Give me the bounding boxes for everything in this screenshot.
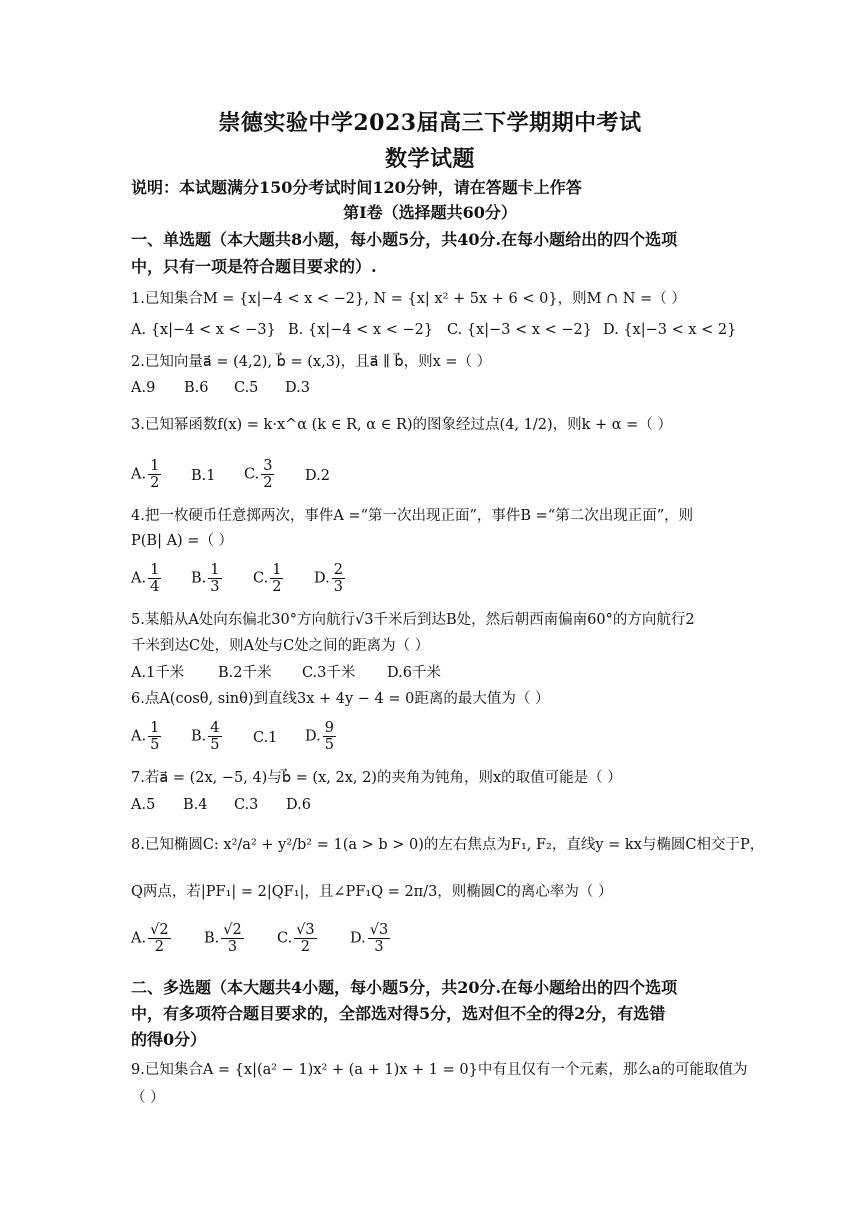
q6-d-den: 5 — [324, 737, 334, 753]
q8-b-den: 3 — [227, 939, 238, 955]
q3-c-num: 3 — [263, 458, 273, 474]
q3-option-d: D.2 — [305, 468, 330, 484]
section2-heading-line3: 的得0分） — [131, 1030, 207, 1049]
q4-b-den: 3 — [210, 579, 220, 595]
q4-option-a — [131, 562, 161, 595]
exam-subtitle: 数学试题 — [384, 146, 475, 172]
q3-stem: 3.已知幂函数f(x) = k·x^α (k ∈ R, α ∈ R)的图象经过点(4, 1/2)，则k + α =（ ） — [131, 417, 672, 433]
q9-stem-line1: 9.已知集合A = {x|(a² − 1)x² + (a + 1)x + 1 = 0}中有且仅有一个元素，那么a的可能取值为 — [131, 1062, 748, 1078]
q3-option-a-fraction — [148, 458, 161, 491]
q8-d-num: √3 — [369, 922, 389, 938]
q8-option-a-label: A. — [131, 930, 147, 947]
q6-option-b — [191, 720, 222, 753]
q8-stem-line2: Q两点，若|PF₁| = 2|QF₁|，且∠PF₁Q = 2π/3，则椭圆C的离心率为（ ） — [131, 884, 613, 900]
q4-a-num: 1 — [150, 562, 160, 578]
q3-option-c-fraction — [261, 458, 274, 491]
q1-stem: 1.已知集合M = {x|−4 < x < −2}, N = {x| x² + 5x + 6 < 0}，则M ∩ N =（ ） — [131, 291, 686, 307]
q4-option-c — [253, 562, 283, 595]
q7-stem: 7.若a⃗ = (2x, −5, 4)与b⃗ = (x, 2x, 2)的夹角为钝角，则x的取值可能是（ ） — [131, 770, 622, 786]
q1-option-b: B. {x|−4 < x < −2} — [288, 322, 434, 338]
volume-heading: 第I卷（选择题共60分） — [343, 203, 517, 222]
q8-option-d — [350, 922, 390, 955]
q8-option-c-label: C. — [277, 930, 293, 947]
q6-option-b-label: B. — [191, 728, 207, 745]
q6-stem: 6.点A(cosθ, sinθ)到直线3x + 4y − 4 = 0距离的最大值为（ ） — [131, 691, 550, 707]
q4-option-d-label: D. — [314, 570, 330, 587]
q9-stem-line2: （ ） — [131, 1090, 165, 1106]
q7-option-b: B.4 — [183, 797, 208, 813]
q4-option-d — [314, 562, 345, 595]
q2-stem: 2.已知向量a⃗ = (4,2), b⃗ = (x,3)，且a⃗ ∥ b⃗，则x =（ ） — [131, 354, 492, 370]
q2-option-b: B.6 — [184, 380, 209, 396]
q6-option-d-label: D. — [305, 728, 321, 745]
q6-option-c: C.1 — [253, 730, 278, 746]
q3-c-den: 2 — [263, 475, 273, 491]
q4-stem-line1: 4.把一枚硬币任意掷两次，事件A =“第一次出现正面”，事件B =“第二次出现正面”，则 — [131, 508, 694, 524]
q4-option-b — [191, 562, 222, 595]
q8-c-den: 2 — [300, 939, 311, 955]
q1-option-c: C. {x|−3 < x < −2} — [447, 322, 592, 338]
q3-option-a — [131, 458, 161, 491]
section2-heading-line2: 中，有多项符合题目要求的，全部选对得5分，选对但不全的得2分，有选错 — [131, 1004, 666, 1023]
q4-b-fraction — [208, 562, 221, 595]
q8-option-a — [131, 922, 171, 955]
q5-option-c: C.3千米 — [302, 665, 356, 681]
q8-c-num: √3 — [296, 922, 315, 938]
q5-option-b: B.2千米 — [218, 665, 272, 681]
q6-option-a — [131, 720, 161, 753]
q3-option-c-label: C. — [244, 466, 260, 483]
q6-a-num: 1 — [150, 720, 160, 736]
q2-option-d: D.3 — [285, 380, 310, 396]
q7-option-d: D.6 — [286, 797, 311, 813]
section2-heading-line1: 二、多选题（本大题共4小题，每小题5分，共20分.在每小题给出的四个选项 — [131, 978, 678, 997]
q4-a-den: 4 — [150, 579, 160, 595]
q4-d-fraction — [332, 562, 345, 595]
q8-option-c — [277, 922, 317, 955]
q5-option-d: D.6千米 — [387, 665, 441, 681]
q6-b-num: 4 — [210, 720, 220, 736]
q6-d-num: 9 — [324, 720, 334, 736]
q8-d-den: 3 — [374, 939, 384, 955]
q4-a-fraction — [148, 562, 161, 595]
q2-option-c: C.5 — [234, 380, 259, 396]
q7-option-c: C.3 — [234, 797, 259, 813]
q4-c-den: 2 — [272, 579, 282, 595]
q7-option-a: A.5 — [131, 797, 156, 813]
q4-option-b-label: B. — [191, 570, 207, 587]
q3-option-b: B.1 — [191, 468, 216, 484]
q6-b-fraction — [208, 720, 221, 753]
q6-a-den: 5 — [150, 737, 160, 753]
exam-note: 说明：本试题满分150分考试时间120分钟，请在答题卡上作答 — [131, 178, 582, 197]
section1-heading-line2: 中，只有一项是符合题目要求的）. — [131, 257, 377, 276]
q6-d-fraction — [323, 720, 336, 753]
q4-b-num: 1 — [210, 562, 220, 578]
q1-option-a: A. {x|−4 < x < −3} — [131, 322, 276, 338]
q5-stem-line2: 千米到达C处，则A处与C处之间的距离为（ ） — [131, 638, 430, 654]
q4-c-num: 1 — [272, 562, 282, 578]
q4-d-num: 2 — [333, 562, 343, 578]
q8-c-fraction — [294, 922, 316, 955]
q8-stem-line1: 8.已知椭圆C: x²/a² + y²/b² = 1(a > b > 0)的左右焦点为F₁, F₂，直线y = kx与椭圆C相交于P， — [131, 837, 765, 853]
q4-option-c-label: C. — [253, 570, 269, 587]
q8-d-fraction — [368, 922, 390, 955]
q5-option-a: A.1千米 — [131, 665, 185, 681]
q2-option-a: A.9 — [131, 380, 156, 396]
q6-option-a-label: A. — [131, 728, 147, 745]
q6-a-fraction — [148, 720, 161, 753]
q4-d-den: 3 — [333, 579, 343, 595]
q8-option-b-label: B. — [204, 930, 220, 947]
q3-a-den: 2 — [150, 475, 160, 491]
q3-option-a-label: A. — [131, 466, 147, 483]
q4-option-a-label: A. — [131, 570, 147, 587]
q3-option-c — [244, 458, 274, 491]
q8-b-fraction — [221, 922, 243, 955]
q8-option-b — [204, 922, 244, 955]
q8-a-fraction — [148, 922, 170, 955]
q5-stem-line1: 5.某船从A处向东偏北30°方向航行√3千米后到达B处，然后朝西南偏南60°的方向航行2 — [131, 612, 695, 628]
section1-heading-line1: 一、单选题（本大题共8小题，每小题5分，共40分.在每小题给出的四个选项 — [131, 230, 678, 249]
q1-option-d: D. {x|−3 < x < 2} — [603, 322, 737, 338]
q4-stem-line2: P(B| A) =（ ） — [131, 533, 234, 549]
q4-c-fraction — [270, 562, 283, 595]
q8-a-den: 2 — [154, 939, 164, 955]
q3-a-num: 1 — [150, 458, 160, 474]
q6-option-d — [305, 720, 336, 753]
q8-a-num: √2 — [150, 922, 169, 938]
q8-option-d-label: D. — [350, 930, 366, 947]
q8-b-num: √2 — [223, 922, 242, 938]
q6-b-den: 5 — [210, 737, 220, 753]
exam-title: 崇德实验中学2023届高三下学期期中考试 — [218, 110, 642, 136]
